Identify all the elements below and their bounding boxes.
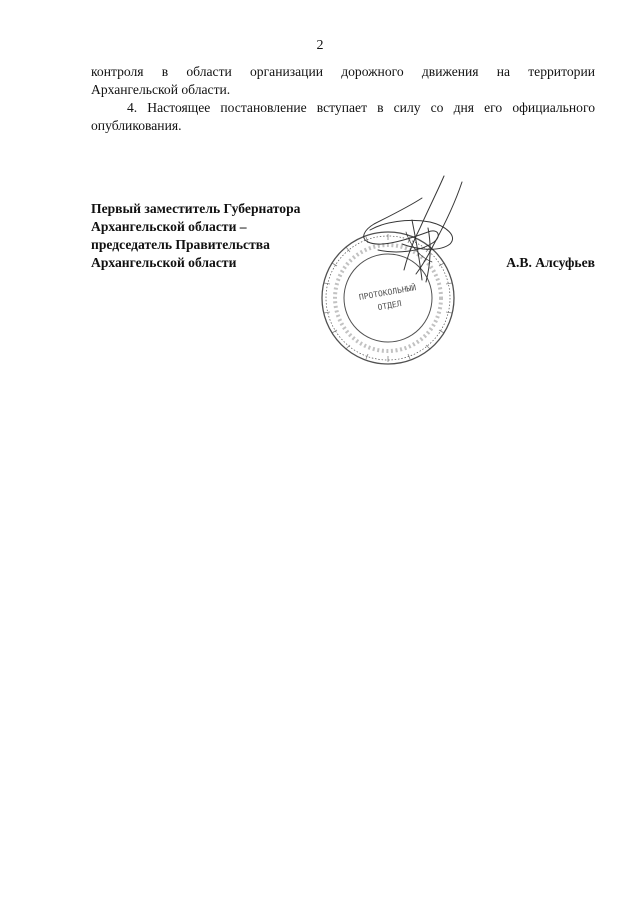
paragraph-line: контроля в области организации дорожного движения на территории: [91, 64, 595, 79]
handwritten-signature: [364, 176, 462, 282]
stamp-center-line: ПРОТОКОЛЬНЫЙ: [358, 283, 417, 302]
signatory-title-line: Архангельской области: [91, 255, 237, 270]
paragraph-line: опубликования.: [91, 118, 182, 133]
stamp-center-line: ОТДЕЛ: [376, 299, 403, 313]
signatory-name: А.В. Алсуфьев: [506, 255, 595, 270]
page-number: 2: [316, 38, 324, 53]
signatory-title: [91, 200, 321, 272]
signatory-title-line: Архангельской области –: [91, 219, 247, 234]
signatory-title-line: Первый заместитель Губернатора: [91, 201, 301, 216]
stamp-and-signature: [310, 170, 480, 370]
signatory-title-line: председатель Правительства: [91, 237, 270, 252]
document-body: [91, 63, 595, 135]
paragraph-line: Архангельской области.: [91, 82, 231, 97]
paragraph-line: 4. Настоящее постановление вступает в силу со дня его официального: [127, 100, 595, 115]
paragraph-continuation: [91, 63, 595, 99]
paragraph-4: [91, 99, 595, 135]
stamp-center-text: [358, 281, 417, 312]
